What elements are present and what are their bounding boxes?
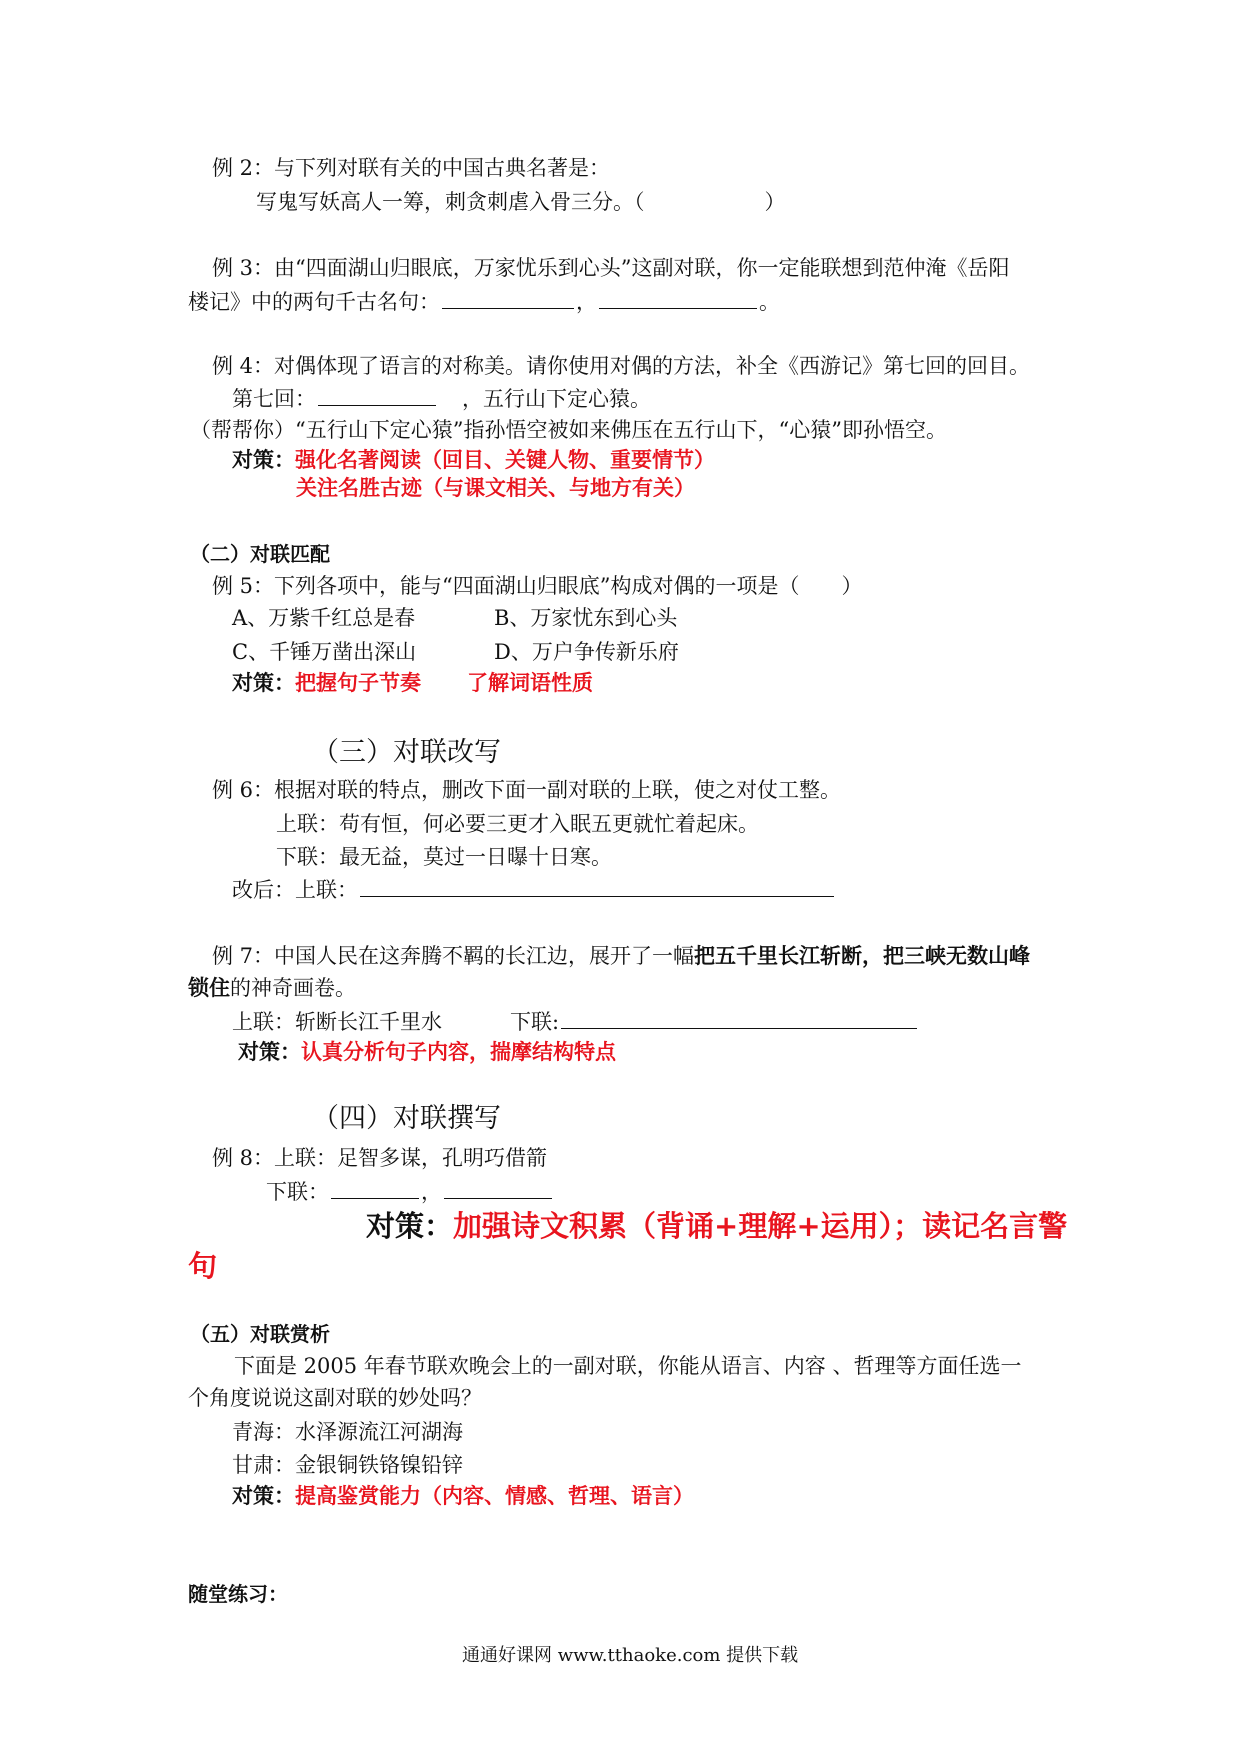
section-5-strategy <box>232 1482 694 1510</box>
strategy-text: 认真分析句子内容，揣摩结构特点 <box>301 1039 616 1064</box>
answer-blank[interactable] <box>599 306 757 309</box>
example-4-chapter <box>232 385 651 413</box>
example-3-line2 <box>188 288 780 316</box>
example-6-upper: 上联：苟有恒，何必要三更才入眠五更就忙着起床。 <box>276 812 759 836</box>
strategy-label: 对策： <box>366 1209 454 1243</box>
example-4-strategy-2 <box>296 474 695 502</box>
section-5-paragraph-2: 个角度说说这副对联的妙处吗？ <box>188 1386 482 1410</box>
section-5-heading: （五）对联赏析 <box>190 1322 330 1346</box>
strategy-text: 把握句子节奏 <box>295 670 421 695</box>
section-4-heading: （四）对联撰写 <box>312 1103 501 1134</box>
option-a: A、万紫千红总是春 <box>232 606 416 630</box>
example-8-lower <box>266 1178 554 1206</box>
example-3-line1: 例 3：由“四面湖山归眼底，万家忧乐到心头”这副对联，你一定能联想到范仲淹《岳阳 <box>212 256 1010 280</box>
example-7-line2 <box>188 974 356 1002</box>
page-footer: 通通好课网 www.tthaoke.com 提供下载 <box>462 1645 799 1666</box>
answer-blank[interactable] <box>561 1026 917 1029</box>
answer-blank[interactable] <box>444 1196 552 1199</box>
strategy-text: 了解词语性质 <box>467 670 593 695</box>
example-7-text: 的神奇画卷。 <box>230 976 356 1000</box>
answer-blank[interactable] <box>331 1196 419 1199</box>
strategy-text: 强化名著阅读（回目、关键人物、重要情节） <box>295 447 715 472</box>
example-8-lower-label: 下联： <box>266 1180 329 1204</box>
example-8-question: 例 8：上联：足智多谋，孔明巧借箭 <box>212 1146 548 1170</box>
example-2-question: 例 2：与下列对联有关的中国古典名著是： <box>212 156 611 180</box>
example-7-strategy <box>238 1038 616 1066</box>
example-8-comma: ， <box>421 1180 442 1204</box>
section-4-strategy-line2: 句 <box>188 1249 218 1283</box>
example-4-question: 例 4：对偶体现了语言的对称美。请你使用对偶的方法，补全《西游记》第七回的回目。 <box>212 354 1031 378</box>
example-2-close-paren: ） <box>764 190 786 214</box>
strategy-label: 对策： <box>232 1483 295 1508</box>
example-6-question: 例 6：根据对联的特点，删改下面一副对联的上联，使之对仗工整。 <box>212 778 842 802</box>
example-7-lower-label: 下联: <box>510 1010 560 1034</box>
answer-blank[interactable] <box>318 403 436 406</box>
section-2-strategy <box>232 669 593 697</box>
example-3-line2-text: 楼记》中的两句千古名句： <box>188 290 440 314</box>
example-2-couplet-text: 写鬼写妖高人一筹，刺贪刺虐入骨三分。（ <box>256 190 645 214</box>
example-4-help: （帮帮你）“五行山下定心猿”指孙悟空被如来佛压在五行山下，“心猿”即孙悟空。 <box>190 418 947 442</box>
couplet-gansu: 甘肃：金银铜铁铬镍铅锌 <box>232 1453 463 1477</box>
section-3-heading: （三）对联改写 <box>312 737 501 768</box>
example-5-question: 例 5：下列各项中，能与“四面湖山归眼底”构成对偶的一项是（ ） <box>212 574 863 598</box>
example-7-upper: 上联：斩断长江千里水 <box>232 1010 442 1034</box>
example-4-chapter-label: 第七回： <box>232 387 316 411</box>
practice-heading: 随堂练习： <box>188 1582 288 1606</box>
strategy-text: 加强诗文积累（背诵+理解+运用）；读记名言警 <box>453 1209 1068 1243</box>
option-c: C、千锤万凿出深山 <box>232 640 417 664</box>
section-4-strategy <box>366 1208 1067 1244</box>
example-7-lower <box>510 1008 919 1036</box>
strategy-label: 对策： <box>238 1039 301 1064</box>
example-6-lower: 下联：最无益，莫过一日曝十日寒。 <box>276 845 612 869</box>
example-7-line1 <box>212 942 1030 970</box>
answer-blank[interactable] <box>442 306 574 309</box>
strategy-text: 提高鉴赏能力（内容、情感、哲理、语言） <box>295 1483 694 1508</box>
example-7-bold: 锁住 <box>188 975 230 1000</box>
example-6-revised-label: 改后：上联： <box>232 878 358 902</box>
section-2-heading: （二）对联匹配 <box>190 542 330 566</box>
strategy-text: 关注名胜古迹（与课文相关、与地方有关） <box>296 475 695 500</box>
example-4-strategy <box>232 446 715 474</box>
example-7-text: 例 7：中国人民在这奔腾不羁的长江边，展开了一幅 <box>212 944 695 968</box>
strategy-label: 对策： <box>232 670 295 695</box>
example-3-period: 。 <box>759 290 780 314</box>
answer-blank[interactable] <box>360 894 834 897</box>
option-d: D、万户争传新乐府 <box>494 640 679 664</box>
option-b: B、万家忧东到心头 <box>494 606 678 630</box>
example-4-chapter-rest: ，五行山下定心猿。 <box>462 387 651 411</box>
couplet-qinghai: 青海：水泽源流江河湖海 <box>232 1420 463 1444</box>
section-5-paragraph-1: 下面是 2005 年春节联欢晚会上的一副对联，你能从语言、内容 、哲理等方面任选一 <box>234 1354 1022 1378</box>
example-2-couplet <box>256 188 786 216</box>
strategy-label: 对策： <box>232 447 295 472</box>
example-7-bold: 把五千里长江斩断，把三峡无数山峰 <box>694 943 1031 968</box>
example-3-comma: ， <box>576 290 597 314</box>
example-6-revised <box>232 876 836 904</box>
